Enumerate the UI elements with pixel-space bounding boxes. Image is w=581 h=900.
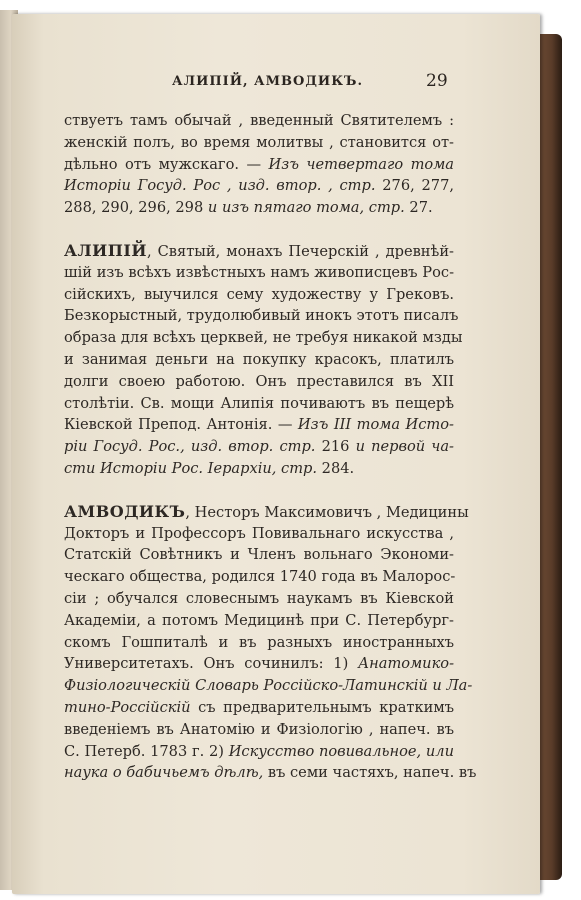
book-page	[12, 14, 540, 894]
text-line: введеніемъ въ Анатомію и Физіологію , напеч. въ	[64, 720, 454, 738]
text-line: 288, 290, 296, 298 и изъ пятаго тома, стр. 27.	[64, 199, 433, 217]
text-line: столѣтіи. Св. мощи Алипія почиваютъ въ пещерѣ	[64, 394, 454, 412]
page-header	[12, 71, 540, 98]
text-line: наука о бабичьемъ дѣлѣ, въ семи частяхъ, напеч. въ	[64, 764, 477, 782]
text-line: АЛИПІЙ, Святый, монахъ Печерскій , древнѣй-	[64, 240, 454, 260]
entry-alipiy	[64, 240, 463, 480]
text-line: тино-Россійскій съ предварительнымъ краткимъ	[64, 698, 454, 716]
text-line: женскій полъ, во время молитвы , становится от-	[64, 133, 454, 151]
running-head: АЛИПІЙ, АМВОДИКЪ.	[172, 74, 363, 89]
text-line: Исторіи Госуд. Рос , изд. втор. , стр. 276, 277,	[64, 177, 454, 195]
text-line: образа для всѣхъ церквей, не требуя никакой мзды	[64, 329, 463, 347]
text-line: Безкорыстный, трудолюбивый инокъ этотъ писалъ	[64, 307, 459, 325]
text-line: Университетахъ. Онъ сочинилъ: 1) Анатомико-	[64, 655, 454, 673]
text-line: ствуетъ тамъ обычай , введенный Святителемъ :	[64, 112, 454, 129]
text-line: шій изъ всѣхъ извѣстныхъ намъ живописцевъ Рос-	[64, 263, 454, 281]
text-line: сти Исторіи Рос. Іерархіи, стр. 284.	[64, 459, 355, 477]
text-line: сіи ; обучался словеснымъ наукамъ въ Кіевской	[64, 589, 454, 607]
entry-amvodik	[64, 501, 477, 784]
text-line: сійскихъ, выучился сему художеству у Грековъ.	[64, 285, 454, 303]
text-line: С. Петерб. 1783 г. 2) Искусство повивальное, или	[64, 742, 454, 760]
text-line: Кіевской Препод. Антонія. — Изъ III тома Исто-	[64, 416, 454, 434]
text-line: ческаго общества, родился 1740 года въ Малорос-	[64, 568, 456, 586]
text-line: и занимая деньги на покупку красокъ, платилъ	[64, 350, 454, 368]
entry-term: АМВОДИКЪ	[64, 501, 186, 521]
text-line: АМВОДИКЪ, Несторъ Максимовичъ , Медицины	[64, 501, 469, 521]
text-line: Статскій Совѣтникъ и Членъ вольнаго Экономи-	[64, 546, 454, 564]
text-line: ріи Госуд. Рос., изд. втор. стр. 216 и первой ча-	[64, 438, 454, 456]
paragraph-continuation	[64, 110, 454, 219]
entry-term: АЛИПІЙ	[64, 240, 148, 260]
page-body	[64, 110, 477, 784]
text-line: дѣльно отъ мужскаго. — Изъ четвертаго тома	[64, 155, 454, 173]
text-line: Докторъ и Профессоръ Повивальнаго искусства ,	[64, 524, 454, 542]
text-line: Физіологическій Словарь Россійско-Латинскій и Ла-	[64, 677, 473, 695]
page-number: 29	[426, 71, 448, 91]
text-line: скомъ Гошпиталѣ и въ разныхъ иностранныхъ	[64, 633, 454, 651]
text-line: долги своею работою. Онъ преставился въ XII	[64, 372, 454, 390]
text-line: Академіи, а потомъ Медицинѣ при С. Петербург-	[64, 611, 454, 629]
